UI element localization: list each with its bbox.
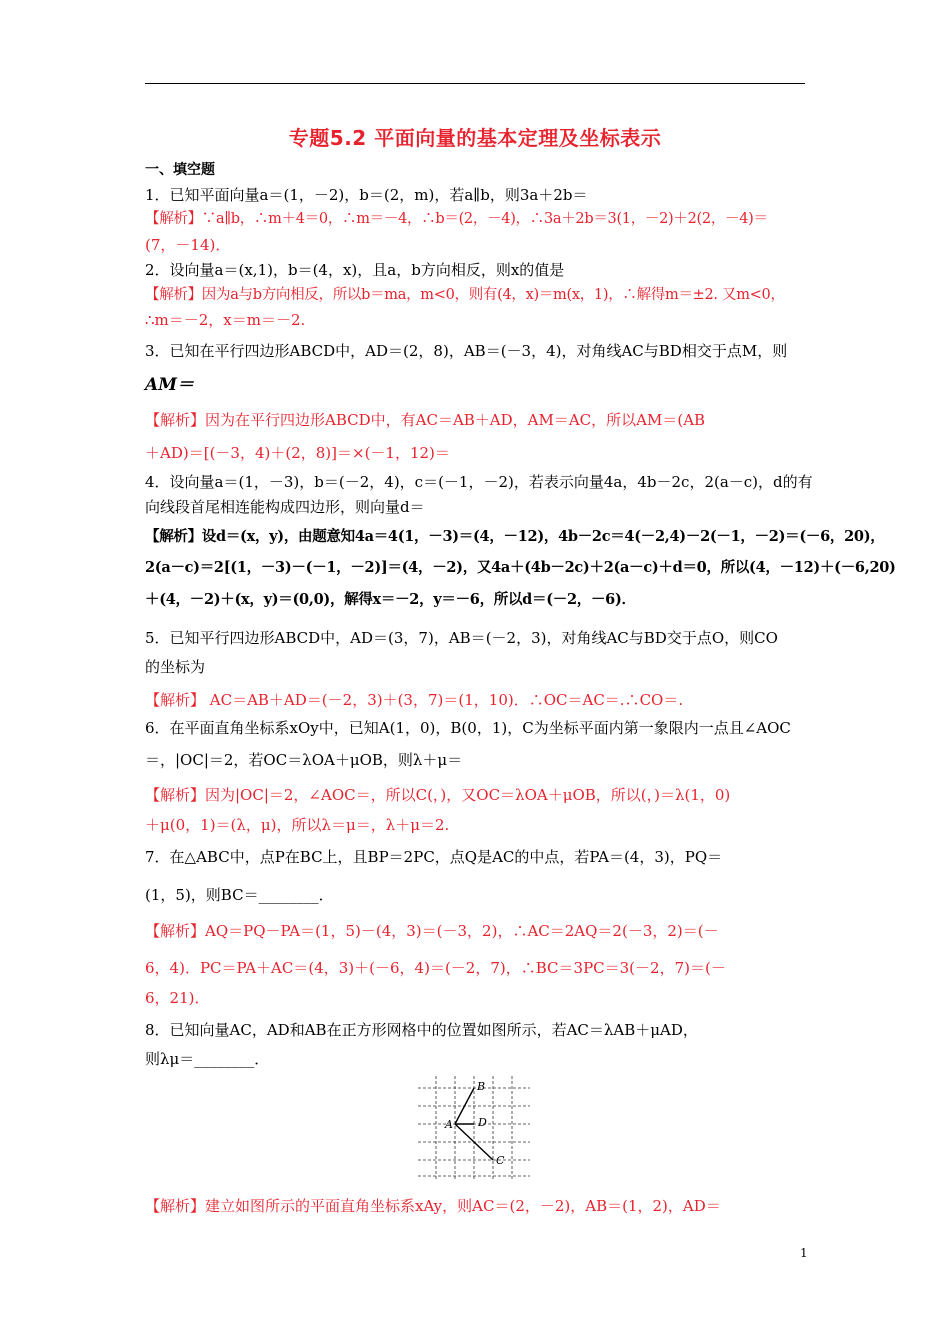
problem-1: 1．已知平面向量a＝(1，－2)，b＝(2，m)，若a∥b，则3a＋2b＝ <box>145 186 588 204</box>
header-rule <box>145 83 805 84</box>
solution-7-line-3: 6，21)． <box>145 989 210 1007</box>
problem-6-line-2: ＝，|OC|＝2，若OC＝λOA＋μOB，则λ＋μ＝ <box>145 751 463 769</box>
section-heading: 一、填空题 <box>145 162 215 178</box>
problem-2: 2．设向量a＝(x,1)，b＝(4，x)，且a，b方向相反，则x的值是 <box>145 261 565 279</box>
problem-3-line-1: 3．已知在平行四边形ABCD中，AD＝(2，8)，AB＝(－3，4)，对角线AC与BD相交于点M，则 <box>145 342 788 360</box>
problem-4-line-1: 4．设向量a＝(1，－3)，b＝(－2，4)，c＝(－1，－2)，若表示向量4a，4b－2c，2(a－c)，d的有 <box>145 473 813 491</box>
problem-8-line-1: 8．已知向量AC，AD和AB在正方形网格中的位置如图所示，若AC＝λAB＋μAD， <box>145 1021 698 1039</box>
problem-7-line-1: 7．在△ABC中，点P在BC上，且BP＝2PC，点Q是AC的中点，若PA＝(4，3)，PQ＝ <box>145 848 723 866</box>
solution-2-line-1: 【解析】因为a与b方向相反，所以b＝ma，m<0，则有(4，x)＝m(x，1)，∴解得m＝±2. 又m<0， <box>145 287 785 303</box>
problem-6-line-1: 6．在平面直角坐标系xOy中，已知A(1，0)，B(0，1)，C为坐标平面内第一象限内一点且∠AOC <box>145 719 791 737</box>
page-title: 专题5.2 平面向量的基本定理及坐标表示 <box>288 126 662 150</box>
problem-5-line-2: 的坐标为 <box>145 658 206 676</box>
solution-1-line-2: (7，－14)． <box>145 236 231 254</box>
page-number: 1 <box>800 1246 808 1260</box>
problem-4-line-2: 向线段首尾相连能构成四边形，则向量d＝ <box>145 498 425 516</box>
problem-7-line-2: (1，5)，则BC＝________． <box>145 886 334 904</box>
label-c: C <box>496 1154 505 1167</box>
problem-3-line-2: AM＝ <box>145 375 195 395</box>
solution-6-line-1: 【解析】因为|OC|＝2，∠AOC＝，所以C(，)，又OC＝λOA＋μOB，所以(，)＝λ(1，0) <box>145 786 731 804</box>
problem-8-line-2: 则λμ＝________． <box>145 1050 270 1068</box>
label-a: A <box>445 1118 453 1131</box>
solution-6-line-2: ＋μ(0，1)＝(λ，μ)，所以λ＝μ＝，λ＋μ＝2. <box>145 816 450 834</box>
problem-5-line-1: 5．已知平行四边形ABCD中，AD＝(3，7)，AB＝(－2，3)，对角线AC与BD交于点O，则CO <box>145 629 778 647</box>
label-d: D <box>478 1116 487 1129</box>
solution-5: 【解析】 AC＝AB＋AD＝(－2，3)＋(3，7)＝(1，10)．∴OC＝AC＝.∴CO＝. <box>145 691 684 709</box>
solution-3-line-2: ＋AD)＝[(－3，4)＋(2，8)]＝×(－1，12)＝ <box>145 444 450 462</box>
solution-8-line-1: 【解析】建立如图所示的平面直角坐标系xAy，则AC＝(2，－2)，AB＝(1，2)，AD＝ <box>145 1197 721 1215</box>
solution-4-line-1: 【解析】设d＝(x，y)，由题意知4a＝4(1，－3)＝(4，－12)，4b－2c＝4(－2,4)－2(－1，－2)＝(－6，20)， <box>145 528 885 545</box>
solution-2-line-2: ∴m＝－2，x＝m＝－2. <box>145 311 306 329</box>
label-b: B <box>477 1080 486 1093</box>
solution-7-line-1: 【解析】AQ＝PQ－PA＝(1，5)－(4，3)＝(－3，2)，∴AC＝2AQ＝2(－3，2)＝(－ <box>145 922 719 940</box>
solution-7-line-2: 6，4)．PC＝PA＋AC＝(4，3)＋(－6，4)＝(－2，7)，∴BC＝3PC＝3(－2，7)＝(－ <box>145 959 726 977</box>
solution-3-line-1: 【解析】因为在平行四边形ABCD中，有AC＝AB＋AD，AM＝AC，所以AM＝(AB <box>145 411 706 429</box>
solution-1-line-1: 【解析】∵a∥b，∴m＋4＝0，∴m＝－4，∴b＝(2，－4)，∴3a＋2b＝3(1，－2)＋2(2，－4)＝ <box>145 211 768 227</box>
solution-4-line-2: 2(a－c)＝2[(1，－3)－(－1，－2)]＝(4，－2)，又4a＋(4b－2c)＋2(a－c)＋d＝0，所以(4，－12)＋(－6,20) <box>145 559 896 576</box>
grid-figure <box>418 1076 530 1180</box>
vector-ab <box>455 1088 474 1124</box>
solution-4-line-3: ＋(4，－2)＋(x，y)＝(0,0)，解得x＝－2，y＝－6，所以d＝(－2，－6)． <box>145 591 636 608</box>
